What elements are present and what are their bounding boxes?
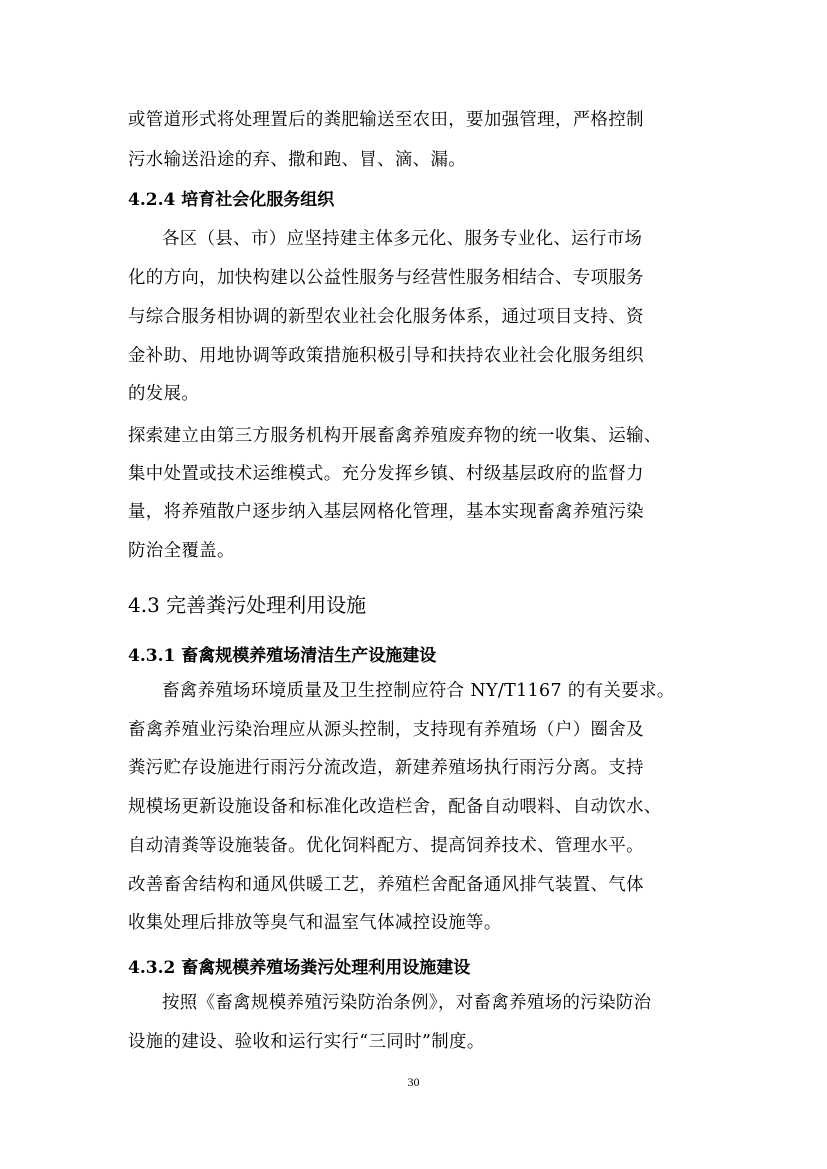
paragraph-line: 金补助、用地协调等政策措施积极引导和扶持农业社会化服务组织 bbox=[128, 346, 644, 366]
page-number: 30 bbox=[407, 1075, 420, 1089]
paragraph-line: 各区（县、市）应坚持建主体多元化、服务专业化、运行市场 bbox=[162, 229, 643, 249]
section-heading-4-3-2: 4.3.2 畜禽规模养殖场粪污处理利用设施建设 bbox=[128, 958, 471, 978]
paragraph-line: 污水输送沿途的弃、撒和跑、冒、滴、漏。 bbox=[128, 150, 467, 170]
paragraph-line: 防治全覆盖。 bbox=[128, 541, 235, 561]
section-heading-4-2-4: 4.2.4 培育社会化服务组织 bbox=[128, 190, 335, 210]
section-heading-4-3-1: 4.3.1 畜禽规模养殖场清洁生产设施建设 bbox=[128, 646, 437, 666]
paragraph-line: 探索建立由第三方服务机构开展畜禽养殖废弃物的统一收集、运输、 bbox=[128, 426, 662, 446]
paragraph-line: 设施的建设、验收和运行实行“三同时”制度。 bbox=[128, 1032, 485, 1052]
paragraph-line: 与综合服务相协调的新型农业社会化服务体系，通过项目支持、资 bbox=[128, 307, 644, 327]
paragraph-line: 或管道形式将处理置后的粪肥输送至农田，要加强管理，严格控制 bbox=[128, 110, 644, 130]
paragraph-line: 化的方向，加快构建以公益性服务与经营性服务相结合、专项服务 bbox=[128, 268, 644, 288]
paragraph-line: 自动清粪等设施装备。优化饲料配方、提高饲养技术、管理水平。 bbox=[128, 836, 644, 856]
paragraph-line: 按照《畜禽规模养殖污染防治条例》，对畜禽养殖场的污染防治 bbox=[162, 993, 652, 1013]
paragraph-line: 改善畜舍结构和通风供暖工艺，养殖栏舍配备通风排气装置、气体 bbox=[128, 875, 644, 895]
paragraph-line: 收集处理后排放等臭气和温室气体减控设施等。 bbox=[128, 913, 502, 933]
section-heading-4-3: 4.3 完善粪污处理利用设施 bbox=[128, 593, 367, 617]
paragraph-line: 粪污贮存设施进行雨污分流改造，新建养殖场执行雨污分离。支持 bbox=[128, 758, 644, 778]
paragraph-line: 规模场更新设施设备和标准化改造栏舍，配备自动喂料、自动饮水、 bbox=[128, 797, 662, 817]
paragraph-line: 集中处置或技术运维模式。充分发挥乡镇、村级基层政府的监督力 bbox=[128, 464, 644, 484]
paragraph-line: 畜禽养殖业污染治理应从源头控制，支持现有养殖场（户）圈舍及 bbox=[128, 720, 644, 740]
paragraph-line: 的发展。 bbox=[128, 384, 200, 404]
paragraph-line: 畜禽养殖场环境质量及卫生控制应符合 NY/T1167 的有关要求。 bbox=[162, 681, 675, 701]
paragraph-line: 量，将养殖散户逐步纳入基层网格化管理，基本实现畜禽养殖污染 bbox=[128, 502, 644, 522]
